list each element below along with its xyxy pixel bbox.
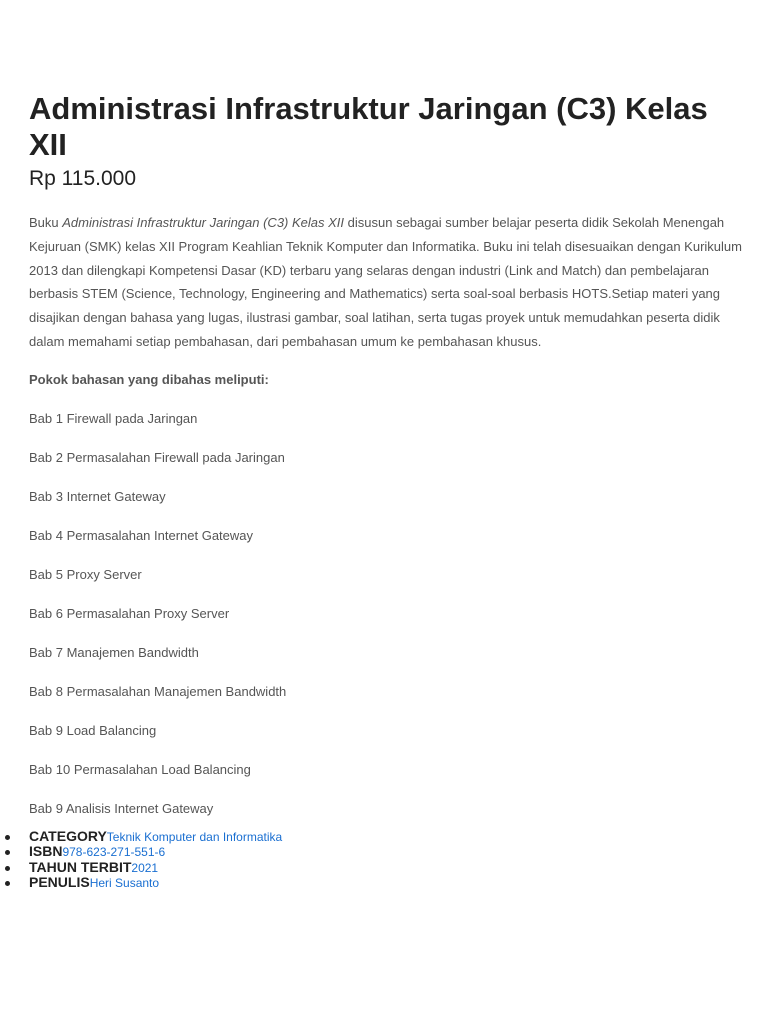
description-prefix: Buku (29, 215, 63, 230)
product-title: Administrasi Infrastruktur Jaringan (C3) Kelas XII (29, 91, 708, 162)
bullet-icon (5, 850, 10, 855)
topics-heading: Pokok bahasan yang dibahas meliputi: (29, 372, 269, 387)
chapter-item: Bab 1 Firewall pada Jaringan (29, 411, 198, 426)
meta-year-label: TAHUN TERBIT (29, 858, 132, 875)
chapter-item: Bab 9 Analisis Internet Gateway (29, 801, 214, 816)
product-price: Rp 115.000 (29, 167, 137, 190)
chapter-item: Bab 7 Manajemen Bandwidth (29, 645, 199, 660)
meta-year (0, 860, 282, 875)
meta-category-label: CATEGORY (29, 828, 107, 844)
meta-isbn-label: ISBN (29, 843, 63, 860)
bullet-icon (5, 881, 10, 886)
product-description (29, 211, 747, 354)
meta-author-link[interactable]: Heri Susanto (89, 876, 160, 891)
chapter-item: Bab 8 Permasalahan Manajemen Bandwidth (29, 684, 287, 699)
bullet-icon (5, 866, 10, 871)
meta-author-label: PENULIS (29, 874, 90, 891)
chapter-item: Bab 5 Proxy Server (29, 567, 142, 582)
chapter-item: Bab 10 Permasalahan Load Balancing (29, 762, 251, 777)
description-book-title: Administrasi Infrastruktur Jaringan (C3) Kelas XII (62, 215, 345, 230)
bullet-icon (5, 835, 10, 840)
product-meta-list (0, 829, 282, 891)
meta-isbn (0, 844, 282, 859)
meta-year-link[interactable]: 2021 (131, 860, 159, 875)
meta-isbn-link[interactable]: 978-623-271-551-6 (62, 845, 166, 860)
chapter-item: Bab 4 Permasalahan Internet Gateway (29, 528, 254, 543)
description-text: disusun sebagai sumber belajar peserta didik Sekolah Menengah Kejuruan (SMK) kelas XII Program Keahlian Teknik Komputer dan Informatika. Buku ini telah disesuaikan dengan Kurikulum 2013 dan dilengkapi Kompetensi Dasar (KD) terbaru yang selaras dengan industri (Link and Match) dan pembelajaran berbasis STEM (Science, Technology, Engineering and Mathematics) serta soal-soal berbasis HOTS.Setiap materi yang disajikan dengan bahasa yang lugas, ilustrasi gambar, soal latihan, serta tugas proyek untuk memudahkan peserta didik dalam memahami setiap pembahasan, dari pembahasan umum ke pembahasan khusus. (29, 215, 742, 349)
chapter-item: Bab 3 Internet Gateway (29, 489, 166, 504)
meta-category-link[interactable]: Teknik Komputer dan Informatika (106, 830, 283, 844)
meta-category (0, 829, 282, 844)
meta-author (0, 875, 282, 890)
chapter-item: Bab 9 Load Balancing (29, 723, 157, 738)
chapter-item: Bab 6 Permasalahan Proxy Server (29, 606, 230, 621)
chapter-item: Bab 2 Permasalahan Firewall pada Jaringan (29, 450, 285, 465)
